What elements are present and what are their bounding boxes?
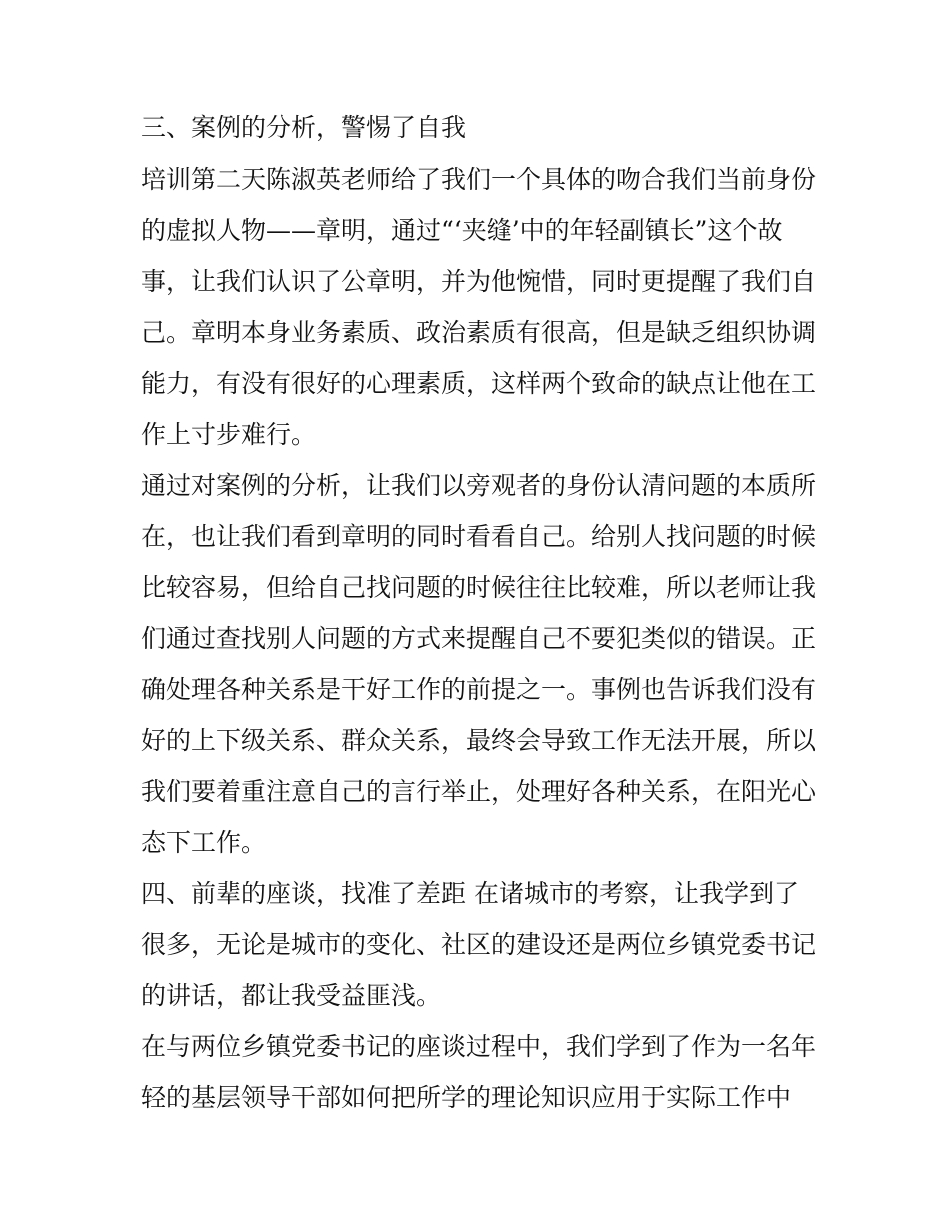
paragraph-line: 们通过查找别人问题的方式来提醒自己不要犯类似的错误。正	[141, 624, 817, 653]
paragraph-line: 确处理各种关系是干好工作的前提之一。事例也告诉我们没有	[141, 675, 817, 704]
paragraph-line: 的讲话，都让我受益匪浅。	[141, 981, 442, 1010]
paragraph-line: 比较容易，但给自己找问题的时候往往比较难，所以老师让我	[141, 573, 817, 602]
paragraph-line: 能力，有没有很好的心理素质，这样两个致命的缺点让他在工	[141, 369, 817, 398]
paragraph-line: 己。章明本身业务素质、政治素质有很高，但是缺乏组织协调	[141, 318, 817, 347]
paragraph-line: 很多，无论是城市的变化、社区的建设还是两位乡镇党委书记	[141, 930, 817, 959]
paragraph-line: 我们要着重注意自己的言行举止，处理好各种关系，在阳光心	[141, 777, 817, 806]
paragraph-line: 在与两位乡镇党委书记的座谈过程中，我们学到了作为一名年	[141, 1032, 817, 1061]
paragraph-line: 通过对案例的分析，让我们以旁观者的身份认清问题的本质所	[141, 471, 817, 500]
paragraph-line: 的虚拟人物——章明，通过“‘夹缝’中的年轻副镇长”这个故	[141, 216, 783, 245]
paragraph-line: 事，让我们认识了公章明，并为他惋惜，同时更提醒了我们自	[141, 267, 817, 296]
paragraph-line: 好的上下级关系、群众关系，最终会导致工作无法开展，所以	[141, 726, 817, 755]
paragraph-line: 作上寸步难行。	[141, 420, 317, 449]
paragraph-line: 态下工作。	[141, 828, 267, 857]
paragraph-line: 培训第二天陈淑英老师给了我们一个具体的吻合我们当前身份	[141, 165, 817, 194]
paragraph-line: 在，也让我们看到章明的同时看看自己。给别人找问题的时候	[141, 522, 817, 551]
section-heading-4: 四、前辈的座谈，找准了差距 在诸城市的考察，让我学到了	[141, 879, 799, 908]
section-heading-3: 三、案例的分析，警惕了自我	[141, 113, 467, 142]
paragraph-line: 轻的基层领导干部如何把所学的理论知识应用于实际工作中	[141, 1083, 792, 1112]
